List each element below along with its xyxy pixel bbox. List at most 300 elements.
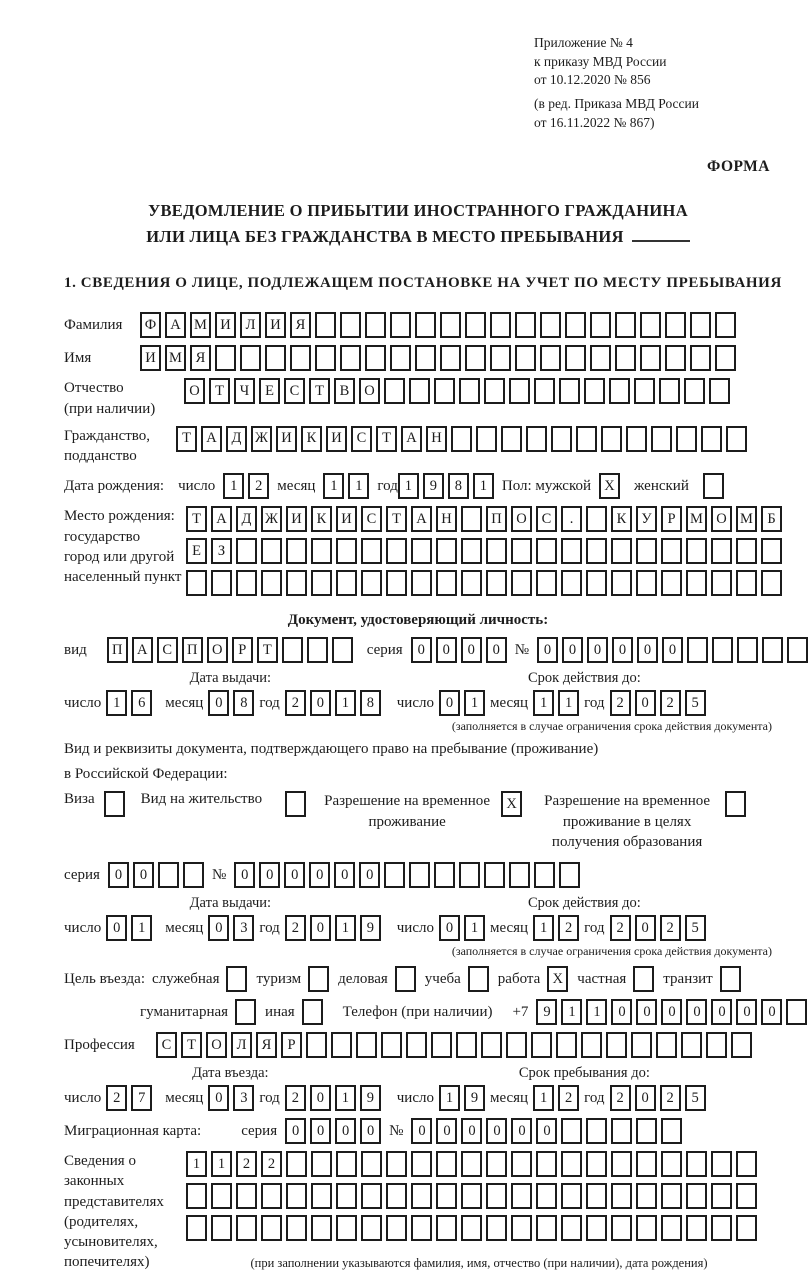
birth-place-cell[interactable]: Т (186, 506, 207, 532)
residence-number-cell[interactable]: 0 (309, 862, 330, 888)
citizenship-cell[interactable] (501, 426, 522, 452)
profession-cell[interactable] (656, 1032, 677, 1058)
legal-reps-cell[interactable] (236, 1215, 257, 1241)
legal-reps-cell[interactable] (286, 1183, 307, 1209)
legal-reps-cell[interactable] (611, 1215, 632, 1241)
citizenship-cell[interactable]: Т (376, 426, 397, 452)
res-valid-year-cell[interactable]: 5 (685, 915, 706, 941)
surname-cell[interactable] (640, 312, 661, 338)
citizenship-cell[interactable]: И (276, 426, 297, 452)
sex-male-cell[interactable]: X (599, 473, 620, 499)
birth-place-cell[interactable]: А (411, 506, 432, 532)
legal-reps-cell[interactable] (361, 1215, 382, 1241)
phone-cell[interactable]: 1 (586, 999, 607, 1025)
id-issue-year-cell[interactable]: 0 (310, 690, 331, 716)
res-issue-month-cell[interactable]: 0 (208, 915, 229, 941)
id-issue-day-cell[interactable]: 6 (131, 690, 152, 716)
profession-cell[interactable]: Л (231, 1032, 252, 1058)
residence-number-cell[interactable] (509, 862, 530, 888)
birth-place-cell[interactable] (261, 570, 282, 596)
given-name-cell[interactable] (690, 345, 711, 371)
stay-day-cell[interactable]: 9 (464, 1085, 485, 1111)
entry-month-cell[interactable]: 0 (208, 1085, 229, 1111)
birth-place-cell[interactable] (586, 538, 607, 564)
birth-month-cell[interactable]: 1 (348, 473, 369, 499)
citizenship-cell[interactable]: Ж (251, 426, 272, 452)
birth-place-cell[interactable] (561, 570, 582, 596)
birth-place-cell[interactable] (361, 538, 382, 564)
phone-cell[interactable]: 0 (611, 999, 632, 1025)
entry-year-cell[interactable]: 1 (335, 1085, 356, 1111)
profession-cell[interactable] (331, 1032, 352, 1058)
legal-reps-cell[interactable] (736, 1151, 757, 1177)
legal-reps-cell[interactable] (611, 1183, 632, 1209)
doc-kind-cell[interactable] (332, 637, 353, 663)
id-valid-day-cell[interactable]: 0 (439, 690, 460, 716)
legal-reps-cell[interactable] (736, 1215, 757, 1241)
doc-number-cell[interactable]: 0 (612, 637, 633, 663)
birth-place-cell[interactable] (461, 570, 482, 596)
id-issue-year-cell[interactable]: 2 (285, 690, 306, 716)
birth-place-cell[interactable]: К (311, 506, 332, 532)
phone-cell[interactable]: 0 (761, 999, 782, 1025)
surname-cell[interactable]: Ф (140, 312, 161, 338)
birth-place-cell[interactable]: У (636, 506, 657, 532)
residence-number-cell[interactable]: 0 (234, 862, 255, 888)
stay-year-cell[interactable]: 0 (635, 1085, 656, 1111)
birth-place-cell[interactable]: К (611, 506, 632, 532)
birth-place-cell[interactable] (461, 506, 482, 532)
res-valid-day-cell[interactable]: 0 (439, 915, 460, 941)
legal-reps-cell[interactable] (386, 1183, 407, 1209)
res-valid-month-cell[interactable]: 2 (558, 915, 579, 941)
birth-place-cell[interactable] (686, 538, 707, 564)
birth-place-cell[interactable] (236, 570, 257, 596)
purpose-study-cell[interactable] (468, 966, 489, 992)
legal-reps-cell[interactable] (486, 1151, 507, 1177)
patronymic-cell[interactable]: О (359, 378, 380, 404)
id-valid-year-cell[interactable]: 5 (685, 690, 706, 716)
given-name-cell[interactable] (590, 345, 611, 371)
phone-cell[interactable] (786, 999, 807, 1025)
birth-place-cell[interactable] (436, 538, 457, 564)
residence-number-cell[interactable]: 0 (259, 862, 280, 888)
entry-year-cell[interactable]: 0 (310, 1085, 331, 1111)
patronymic-cell[interactable]: Ч (234, 378, 255, 404)
surname-cell[interactable] (390, 312, 411, 338)
surname-cell[interactable] (315, 312, 336, 338)
entry-year-cell[interactable]: 9 (360, 1085, 381, 1111)
legal-reps-cell[interactable] (386, 1151, 407, 1177)
citizenship-cell[interactable]: А (201, 426, 222, 452)
doc-kind-cell[interactable] (307, 637, 328, 663)
id-valid-month-cell[interactable]: 1 (533, 690, 554, 716)
legal-reps-cell[interactable] (661, 1151, 682, 1177)
given-name-cell[interactable] (265, 345, 286, 371)
profession-cell[interactable] (381, 1032, 402, 1058)
citizenship-cell[interactable]: Д (226, 426, 247, 452)
patronymic-cell[interactable]: Е (259, 378, 280, 404)
legal-reps-cell[interactable] (511, 1151, 532, 1177)
doc-number-cell[interactable] (712, 637, 733, 663)
id-valid-year-cell[interactable]: 0 (635, 690, 656, 716)
birth-place-cell[interactable] (661, 570, 682, 596)
doc-number-cell[interactable]: 0 (637, 637, 658, 663)
given-name-cell[interactable] (565, 345, 586, 371)
residence-number-cell[interactable]: 0 (359, 862, 380, 888)
birth-place-cell[interactable] (511, 538, 532, 564)
doc-series-cell[interactable]: 0 (486, 637, 507, 663)
birth-place-cell[interactable]: Т (386, 506, 407, 532)
birth-place-cell[interactable] (236, 538, 257, 564)
birth-place-cell[interactable] (461, 538, 482, 564)
birth-place-cell[interactable]: С (536, 506, 557, 532)
surname-cell[interactable]: А (165, 312, 186, 338)
legal-reps-cell[interactable] (536, 1215, 557, 1241)
birth-place-cell[interactable] (286, 570, 307, 596)
legal-reps-cell[interactable] (411, 1215, 432, 1241)
profession-cell[interactable] (706, 1032, 727, 1058)
id-issue-month-cell[interactable]: 8 (233, 690, 254, 716)
purpose-humanitarian-cell[interactable] (235, 999, 256, 1025)
legal-reps-cell[interactable] (336, 1183, 357, 1209)
legal-reps-cell[interactable] (286, 1215, 307, 1241)
birth-place-cell[interactable]: И (336, 506, 357, 532)
doc-kind-cell[interactable]: Т (257, 637, 278, 663)
given-name-cell[interactable] (340, 345, 361, 371)
surname-cell[interactable]: Л (240, 312, 261, 338)
legal-reps-cell[interactable]: 1 (211, 1151, 232, 1177)
doc-kind-cell[interactable]: А (132, 637, 153, 663)
patronymic-cell[interactable] (459, 378, 480, 404)
given-name-cell[interactable]: Я (190, 345, 211, 371)
birth-place-cell[interactable]: Н (436, 506, 457, 532)
res-issue-year-cell[interactable]: 0 (310, 915, 331, 941)
legal-reps-cell[interactable] (511, 1215, 532, 1241)
residence-number-cell[interactable] (459, 862, 480, 888)
purpose-work-cell[interactable]: X (547, 966, 568, 992)
birth-place-cell[interactable] (386, 570, 407, 596)
migration-series-cell[interactable]: 0 (285, 1118, 306, 1144)
residence-series-cell[interactable]: 0 (108, 862, 129, 888)
legal-reps-cell[interactable] (311, 1183, 332, 1209)
birth-place-cell[interactable] (711, 538, 732, 564)
legal-reps-cell[interactable] (486, 1215, 507, 1241)
legal-reps-cell[interactable]: 2 (236, 1151, 257, 1177)
patronymic-cell[interactable] (659, 378, 680, 404)
doc-number-cell[interactable]: 0 (587, 637, 608, 663)
birth-place-cell[interactable] (311, 570, 332, 596)
profession-cell[interactable]: Я (256, 1032, 277, 1058)
profession-cell[interactable] (506, 1032, 527, 1058)
legal-reps-cell[interactable] (586, 1215, 607, 1241)
legal-reps-cell[interactable] (236, 1183, 257, 1209)
citizenship-cell[interactable] (726, 426, 747, 452)
birth-month-cell[interactable]: 1 (323, 473, 344, 499)
doc-number-cell[interactable]: 0 (562, 637, 583, 663)
phone-cell[interactable]: 1 (561, 999, 582, 1025)
doc-series-cell[interactable]: 0 (411, 637, 432, 663)
birth-year-cell[interactable]: 1 (473, 473, 494, 499)
id-issue-day-cell[interactable]: 1 (106, 690, 127, 716)
purpose-tourism-cell[interactable] (308, 966, 329, 992)
legal-reps-cell[interactable] (711, 1215, 732, 1241)
doc-number-cell[interactable] (787, 637, 808, 663)
birth-place-cell[interactable]: О (711, 506, 732, 532)
surname-cell[interactable] (340, 312, 361, 338)
birth-place-cell[interactable] (686, 570, 707, 596)
doc-number-cell[interactable] (737, 637, 758, 663)
stay-month-cell[interactable]: 1 (533, 1085, 554, 1111)
legal-reps-cell[interactable] (561, 1151, 582, 1177)
birth-place-cell[interactable] (536, 538, 557, 564)
birth-place-cell[interactable] (511, 570, 532, 596)
legal-reps-cell[interactable] (436, 1183, 457, 1209)
patronymic-cell[interactable]: Т (209, 378, 230, 404)
residence-number-cell[interactable] (384, 862, 405, 888)
given-name-cell[interactable] (465, 345, 486, 371)
birth-place-cell[interactable] (711, 570, 732, 596)
id-issue-year-cell[interactable]: 8 (360, 690, 381, 716)
patronymic-cell[interactable] (634, 378, 655, 404)
doc-series-cell[interactable]: 0 (436, 637, 457, 663)
residence-permit-checkbox-cell[interactable] (285, 791, 306, 817)
surname-cell[interactable] (440, 312, 461, 338)
birth-place-cell[interactable] (736, 538, 757, 564)
profession-cell[interactable] (606, 1032, 627, 1058)
surname-cell[interactable]: Я (290, 312, 311, 338)
given-name-cell[interactable] (665, 345, 686, 371)
id-valid-day-cell[interactable]: 1 (464, 690, 485, 716)
residence-number-cell[interactable] (409, 862, 430, 888)
doc-kind-cell[interactable]: Р (232, 637, 253, 663)
legal-reps-cell[interactable] (636, 1151, 657, 1177)
birth-place-cell[interactable]: М (686, 506, 707, 532)
residence-number-cell[interactable] (484, 862, 505, 888)
surname-cell[interactable] (665, 312, 686, 338)
legal-reps-cell[interactable] (636, 1215, 657, 1241)
doc-number-cell[interactable] (762, 637, 783, 663)
given-name-cell[interactable]: И (140, 345, 161, 371)
patronymic-cell[interactable]: О (184, 378, 205, 404)
surname-cell[interactable] (515, 312, 536, 338)
patronymic-cell[interactable]: В (334, 378, 355, 404)
entry-month-cell[interactable]: 3 (233, 1085, 254, 1111)
patronymic-cell[interactable] (484, 378, 505, 404)
birth-place-cell[interactable]: Б (761, 506, 782, 532)
citizenship-cell[interactable]: Н (426, 426, 447, 452)
birth-place-cell[interactable] (611, 570, 632, 596)
legal-reps-cell[interactable] (611, 1151, 632, 1177)
legal-reps-cell[interactable] (436, 1151, 457, 1177)
legal-reps-cell[interactable] (311, 1215, 332, 1241)
legal-reps-cell[interactable] (436, 1215, 457, 1241)
patronymic-cell[interactable] (684, 378, 705, 404)
surname-cell[interactable] (690, 312, 711, 338)
migration-number-cell[interactable] (586, 1118, 607, 1144)
birth-place-cell[interactable] (361, 570, 382, 596)
birth-place-cell[interactable] (386, 538, 407, 564)
legal-reps-cell[interactable] (186, 1183, 207, 1209)
birth-place-cell[interactable] (611, 538, 632, 564)
sex-female-cell[interactable] (703, 473, 724, 499)
birth-place-cell[interactable] (661, 538, 682, 564)
phone-cell[interactable]: 0 (636, 999, 657, 1025)
legal-reps-cell[interactable] (561, 1183, 582, 1209)
profession-cell[interactable] (556, 1032, 577, 1058)
legal-reps-cell[interactable] (411, 1183, 432, 1209)
res-valid-year-cell[interactable]: 0 (635, 915, 656, 941)
migration-number-cell[interactable]: 0 (461, 1118, 482, 1144)
birth-place-cell[interactable] (536, 570, 557, 596)
legal-reps-cell[interactable] (686, 1151, 707, 1177)
purpose-official-cell[interactable] (226, 966, 247, 992)
given-name-cell[interactable] (440, 345, 461, 371)
legal-reps-cell[interactable] (361, 1151, 382, 1177)
given-name-cell[interactable] (315, 345, 336, 371)
entry-day-cell[interactable]: 7 (131, 1085, 152, 1111)
phone-cell[interactable]: 0 (686, 999, 707, 1025)
legal-reps-cell[interactable] (311, 1151, 332, 1177)
stay-year-cell[interactable]: 2 (660, 1085, 681, 1111)
birth-place-cell[interactable]: Ж (261, 506, 282, 532)
legal-reps-cell[interactable]: 1 (186, 1151, 207, 1177)
birth-year-cell[interactable]: 9 (423, 473, 444, 499)
profession-cell[interactable] (531, 1032, 552, 1058)
profession-cell[interactable]: С (156, 1032, 177, 1058)
residence-number-cell[interactable] (534, 862, 555, 888)
surname-cell[interactable] (490, 312, 511, 338)
doc-kind-cell[interactable]: П (182, 637, 203, 663)
patronymic-cell[interactable]: Т (309, 378, 330, 404)
birth-place-cell[interactable] (736, 570, 757, 596)
legal-reps-cell[interactable] (261, 1215, 282, 1241)
legal-reps-cell[interactable] (661, 1215, 682, 1241)
temp-residence-checkbox-cell[interactable]: X (501, 791, 522, 817)
res-issue-day-cell[interactable]: 0 (106, 915, 127, 941)
migration-number-cell[interactable]: 0 (486, 1118, 507, 1144)
residence-number-cell[interactable]: 0 (334, 862, 355, 888)
citizenship-cell[interactable]: С (351, 426, 372, 452)
res-issue-year-cell[interactable]: 2 (285, 915, 306, 941)
migration-number-cell[interactable] (661, 1118, 682, 1144)
citizenship-cell[interactable] (651, 426, 672, 452)
legal-reps-cell[interactable] (561, 1215, 582, 1241)
legal-reps-cell[interactable] (186, 1215, 207, 1241)
birth-place-cell[interactable] (561, 538, 582, 564)
legal-reps-cell[interactable] (686, 1215, 707, 1241)
profession-cell[interactable] (406, 1032, 427, 1058)
legal-reps-cell[interactable] (736, 1183, 757, 1209)
phone-cell[interactable]: 0 (736, 999, 757, 1025)
legal-reps-cell[interactable] (536, 1151, 557, 1177)
legal-reps-cell[interactable] (536, 1183, 557, 1209)
legal-reps-cell[interactable] (386, 1215, 407, 1241)
migration-series-cell[interactable]: 0 (360, 1118, 381, 1144)
stay-day-cell[interactable]: 1 (439, 1085, 460, 1111)
citizenship-cell[interactable] (576, 426, 597, 452)
profession-cell[interactable]: Р (281, 1032, 302, 1058)
given-name-cell[interactable] (615, 345, 636, 371)
birth-place-cell[interactable] (411, 538, 432, 564)
legal-reps-cell[interactable] (486, 1183, 507, 1209)
birth-place-cell[interactable] (311, 538, 332, 564)
given-name-cell[interactable] (715, 345, 736, 371)
phone-cell[interactable]: 0 (661, 999, 682, 1025)
res-valid-month-cell[interactable]: 1 (533, 915, 554, 941)
temp-residence-edu-checkbox-cell[interactable] (725, 791, 746, 817)
purpose-private-cell[interactable] (633, 966, 654, 992)
migration-number-cell[interactable]: 0 (411, 1118, 432, 1144)
birth-year-cell[interactable]: 1 (398, 473, 419, 499)
given-name-cell[interactable]: М (165, 345, 186, 371)
purpose-other-cell[interactable] (302, 999, 323, 1025)
citizenship-cell[interactable]: А (401, 426, 422, 452)
legal-reps-cell[interactable] (211, 1183, 232, 1209)
citizenship-cell[interactable] (476, 426, 497, 452)
migration-number-cell[interactable]: 0 (436, 1118, 457, 1144)
birth-place-cell[interactable]: . (561, 506, 582, 532)
birth-place-cell[interactable] (336, 538, 357, 564)
surname-cell[interactable] (465, 312, 486, 338)
migration-series-cell[interactable]: 0 (310, 1118, 331, 1144)
patronymic-cell[interactable] (559, 378, 580, 404)
surname-cell[interactable] (615, 312, 636, 338)
stay-year-cell[interactable]: 5 (685, 1085, 706, 1111)
doc-kind-cell[interactable]: С (157, 637, 178, 663)
patronymic-cell[interactable] (609, 378, 630, 404)
doc-number-cell[interactable]: 0 (537, 637, 558, 663)
surname-cell[interactable] (365, 312, 386, 338)
birth-place-cell[interactable] (761, 570, 782, 596)
citizenship-cell[interactable] (526, 426, 547, 452)
id-issue-year-cell[interactable]: 1 (335, 690, 356, 716)
surname-cell[interactable]: И (265, 312, 286, 338)
legal-reps-cell[interactable] (586, 1151, 607, 1177)
res-valid-year-cell[interactable]: 2 (610, 915, 631, 941)
residence-series-cell[interactable] (183, 862, 204, 888)
birth-place-cell[interactable] (261, 538, 282, 564)
given-name-cell[interactable] (540, 345, 561, 371)
legal-reps-cell[interactable] (661, 1183, 682, 1209)
birth-place-cell[interactable] (411, 570, 432, 596)
patronymic-cell[interactable] (434, 378, 455, 404)
birth-place-cell[interactable] (286, 538, 307, 564)
patronymic-cell[interactable] (384, 378, 405, 404)
res-issue-year-cell[interactable]: 9 (360, 915, 381, 941)
birth-place-cell[interactable] (486, 570, 507, 596)
birth-place-cell[interactable] (586, 506, 607, 532)
doc-series-cell[interactable]: 0 (461, 637, 482, 663)
legal-reps-cell[interactable]: 2 (261, 1151, 282, 1177)
purpose-transit-cell[interactable] (720, 966, 741, 992)
stay-year-cell[interactable]: 2 (610, 1085, 631, 1111)
migration-number-cell[interactable] (636, 1118, 657, 1144)
legal-reps-cell[interactable] (636, 1183, 657, 1209)
citizenship-cell[interactable] (551, 426, 572, 452)
given-name-cell[interactable] (290, 345, 311, 371)
citizenship-cell[interactable]: И (326, 426, 347, 452)
doc-number-cell[interactable] (687, 637, 708, 663)
residence-number-cell[interactable]: 0 (284, 862, 305, 888)
migration-number-cell[interactable]: 0 (511, 1118, 532, 1144)
citizenship-cell[interactable] (451, 426, 472, 452)
surname-cell[interactable]: И (215, 312, 236, 338)
doc-kind-cell[interactable] (282, 637, 303, 663)
surname-cell[interactable] (540, 312, 561, 338)
profession-cell[interactable] (681, 1032, 702, 1058)
birth-place-cell[interactable] (636, 570, 657, 596)
